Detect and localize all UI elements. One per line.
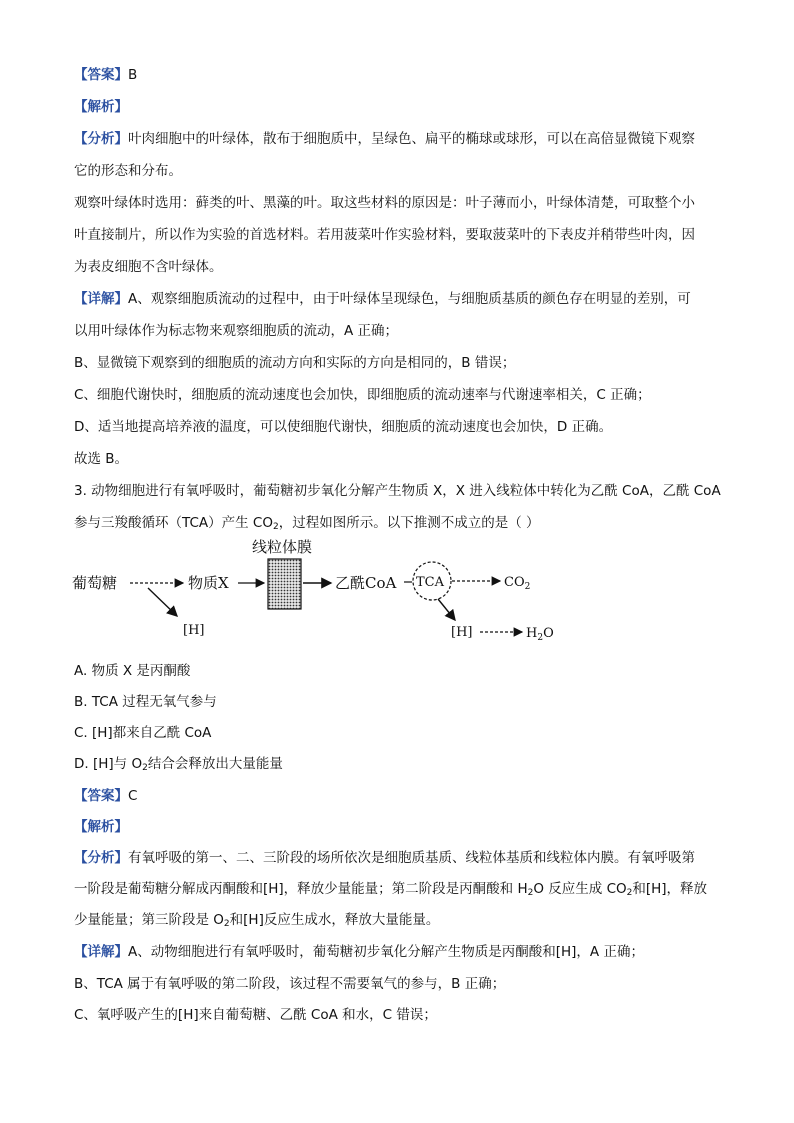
answer-2-line [74,787,726,805]
h-right-label: [H] [451,625,473,640]
xiangjie-2-line-1: 【详解】A、动物细胞进行有氧呼吸时，葡萄糖初步氧化分解产生物质是丙酮酸和[H]，A 正确； [74,944,644,960]
xiangjie-line-4: C、细胞代谢快时，细胞质的流动速度也会加快，即细胞质的流动速率与代谢速率相关，C 正确； [74,387,651,403]
fenxi-2-line-3: 少量能量；第三阶段是 $O_2$和[H]反应生成水，释放大量能量。 [74,912,440,929]
h2o-label: $H_2O$ [526,626,554,643]
answer-2-value: C [128,788,138,804]
xiangjie-line-5: D、适当地提高培养液的温度，可以使细胞代谢快，细胞质的流动速度也会加快，D 正确。 [74,419,613,435]
analysis-heading: 【解析】 [74,99,128,115]
option-d: D. [H]与 $O_2$结合会释放出大量能量 [74,756,283,773]
answer-line [74,66,726,84]
analysis-2-heading: 【解析】 [74,819,128,835]
fenxi-line-3: 观察叶绿体时选用：藓类的叶、黑藻的叶。取这些材料的原因是：叶子薄而小，叶绿体清楚，可取整个小 [74,195,695,211]
mitochondrial-membrane [268,559,301,609]
membrane-label: 线粒体膜 [252,538,313,556]
option-a: A. 物质 X 是丙酮酸 [74,663,191,679]
fenxi-line-4: 叶直接制片，所以作为实验的首选材料。若用菠菜叶作实验材料，要取菠菜叶的下表皮并稍带些叶肉，因 [74,227,695,243]
xiangjie-line-2: 以用叶绿体作为标志物来观察细胞质的流动，A 正确； [74,323,399,339]
xiangjie-text-1: A、观察细胞质流动的过程中，由于叶绿体呈现绿色，与细胞质基质的颜色存在明显的差别，可 [128,291,691,307]
xiangjie-2-line-2: B、TCA 属于有氧呼吸的第二阶段，该过程不需要氧气的参与，B 正确； [74,976,506,992]
fenxi-line-5: 为表皮细胞不含叶绿体。 [74,259,223,275]
arrow-glucose-to-h [148,588,177,616]
fenxi-2-line-1: 【分析】有氧呼吸的第一、二、三阶段的场所依次是细胞质基质、线粒体基质和线粒体内膜。有氧呼吸第 [74,850,695,866]
analysis-tag: 解析 [87,99,115,115]
substance-x-label: 物质X [188,574,229,592]
question-3-line-2: 参与三羧酸循环（TCA）产生 $CO_2$，过程如图所示。以下推测不成立的是（ ） [74,515,540,532]
tca-diagram [70,538,570,648]
xiangjie-line-3: B、显微镜下观察到的细胞质的流动方向和实际的方向是相同的，B 错误； [74,355,516,371]
acetyl-coa-label: 乙酰CoA [335,574,397,592]
option-c: C. [H]都来自乙酰 CoA [74,725,212,741]
answer-value: B [128,67,138,83]
question-3-line-1: 3. 动物细胞进行有氧呼吸时，葡萄糖初步氧化分解产生物质 X，X 进入线粒体中转化为乙酰 CoA，乙酰 CoA [74,483,721,499]
co2-label: $CO_2$ [504,575,531,592]
glucose-label: 葡萄糖 [72,574,118,592]
option-b: B. TCA 过程无氧气参与 [74,694,217,710]
fenxi-line-1 [74,130,726,148]
arrow-tca-to-h [438,599,455,620]
tca-label: TCA [416,575,445,590]
xiangjie-line-1 [74,290,726,308]
h-left-label: [H] [183,623,205,638]
xiangjie-2-line-3: C、氧呼吸产生的[H]来自葡萄糖、乙酰 CoA 和水，C 错误； [74,1007,437,1023]
conclusion-line: 故选 B。 [74,451,129,467]
answer-tag: 【答案】 [74,67,128,83]
fenxi-text-1: 叶肉细胞中的叶绿体，散布于细胞质中，呈绿色、扁平的椭球或球形，可以在高倍显微镜下观察 [128,131,695,147]
xiangjie-tag: 【详解】 [74,291,128,307]
fenxi-2-line-2: 一阶段是葡萄糖分解成丙酮酸和[H]，释放少量能量；第二阶段是丙酮酸和 $H_2O$ 反应生成 $CO_2$和[H]，释放 [74,881,708,898]
fenxi-line-2: 它的形态和分布。 [74,163,182,179]
answer-2-tag: 【答案】 [74,788,128,804]
fenxi-tag: 【分析】 [74,131,128,147]
